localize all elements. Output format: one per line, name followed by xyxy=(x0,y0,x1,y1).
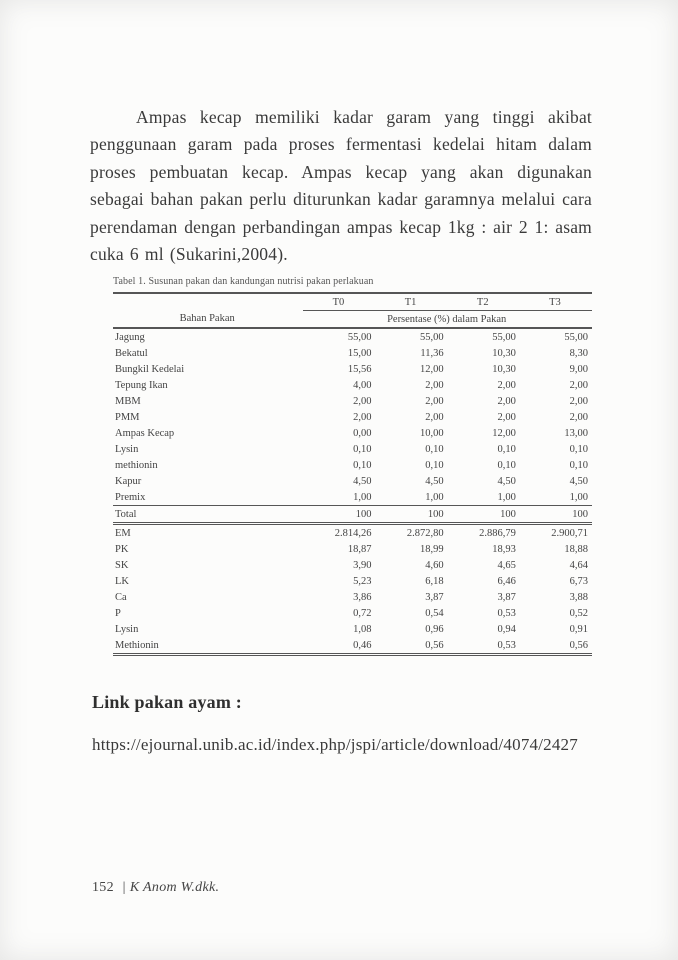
table-row xyxy=(113,489,592,506)
row-value: 2,00 xyxy=(569,379,588,391)
row-value: 15,00 xyxy=(347,347,372,359)
row-value: 0,10 xyxy=(497,443,516,455)
table-caption: Tabel 1. Susunan pakan dan kandungan nutrisi pakan perlakuan xyxy=(113,276,374,287)
row-value: 13,00 xyxy=(564,427,588,439)
row-value: 100 xyxy=(303,506,375,524)
row-value: 4,00 xyxy=(353,379,372,391)
row-value: 9,00 xyxy=(569,363,588,375)
column-header-t2: T2 xyxy=(448,293,520,311)
row-value: 2,00 xyxy=(497,411,516,423)
row-value: 3,87 xyxy=(497,591,516,603)
row-value: 6,46 xyxy=(497,575,516,587)
table-row xyxy=(113,524,592,542)
row-value: 1,00 xyxy=(497,491,516,503)
row-value: 10,00 xyxy=(420,427,444,439)
row-value: 4,64 xyxy=(569,559,588,571)
table-row xyxy=(113,457,592,473)
row-value: 3,90 xyxy=(353,559,372,571)
row-value: 3,86 xyxy=(353,591,372,603)
row-label: MBM xyxy=(115,395,141,407)
row-value: 6,73 xyxy=(569,575,588,587)
row-label: Lysin xyxy=(115,443,139,455)
row-value: 2,00 xyxy=(425,411,444,423)
row-value: 0,10 xyxy=(353,443,372,455)
row-value: 0,10 xyxy=(569,443,588,455)
row-label: Ampas Kecap xyxy=(115,427,175,439)
row-value: 0,56 xyxy=(569,639,588,651)
table-row xyxy=(113,473,592,489)
row-value: 4,50 xyxy=(497,475,516,487)
row-label: Premix xyxy=(115,491,146,503)
row-value: 10,30 xyxy=(492,347,516,359)
column-header-t1: T1 xyxy=(376,293,448,311)
row-value: 0,53 xyxy=(497,639,516,651)
row-value: 18,93 xyxy=(492,543,516,555)
table-row xyxy=(113,621,592,637)
table-row xyxy=(113,328,592,345)
row-value: 2.886,79 xyxy=(479,527,516,539)
table-row xyxy=(113,589,592,605)
row-label: Total xyxy=(113,506,303,524)
table-row xyxy=(113,377,592,393)
row-value: 0,72 xyxy=(353,607,372,619)
row-value: 1,00 xyxy=(353,491,372,503)
footer-author: | K Anom W.dkk. xyxy=(121,880,220,895)
link-section-label: Link pakan ayam : xyxy=(92,692,242,712)
row-label: Tepung Ikan xyxy=(115,379,168,391)
row-value: 2,00 xyxy=(569,411,588,423)
table-row xyxy=(113,506,592,524)
empty-header-cell xyxy=(113,293,303,311)
row-value: 55,00 xyxy=(492,331,516,343)
row-value: 18,99 xyxy=(420,543,444,555)
row-value: 2.814,26 xyxy=(334,527,372,539)
row-value: 2,00 xyxy=(425,379,444,391)
row-value: 18,88 xyxy=(564,543,588,555)
row-value: 12,00 xyxy=(492,427,516,439)
row-value: 100 xyxy=(520,506,592,524)
row-value: 3,87 xyxy=(425,591,444,603)
row-label: PMM xyxy=(115,411,140,423)
feed-composition-table xyxy=(113,292,592,656)
row-value: 0,56 xyxy=(425,639,444,651)
page-footer xyxy=(92,880,219,896)
table-row xyxy=(113,409,592,425)
row-label: methionin xyxy=(115,459,158,471)
row-value: 6,18 xyxy=(425,575,444,587)
row-value: 55,00 xyxy=(347,331,372,343)
row-value: 2.872,80 xyxy=(406,527,444,539)
page-number: 152 xyxy=(92,880,114,895)
row-value: 0,54 xyxy=(425,607,444,619)
row-value: 3,88 xyxy=(569,591,588,603)
table-row xyxy=(113,557,592,573)
total-row-section xyxy=(113,506,592,524)
row-label: PK xyxy=(115,543,129,555)
row-label: Ca xyxy=(115,591,127,603)
table-row xyxy=(113,425,592,441)
row-value: 2,00 xyxy=(353,395,372,407)
row-label: Lysin xyxy=(115,623,139,635)
row-value: 100 xyxy=(448,506,520,524)
row-value: 12,00 xyxy=(420,363,444,375)
row-value: 4,60 xyxy=(425,559,444,571)
nutrient-rows-section xyxy=(113,524,592,655)
row-label: Bekatul xyxy=(115,347,148,359)
row-value: 0,53 xyxy=(497,607,516,619)
column-header-t0: T0 xyxy=(303,293,375,311)
row-value: 4,50 xyxy=(425,475,444,487)
table-row xyxy=(113,361,592,377)
row-label: P xyxy=(115,607,121,619)
row-value: 0,52 xyxy=(569,607,588,619)
row-value: 0,96 xyxy=(425,623,444,635)
row-value: 0,46 xyxy=(353,639,372,651)
row-value: 0,10 xyxy=(425,443,444,455)
row-value: 0,94 xyxy=(497,623,516,635)
row-value: 2.900,71 xyxy=(551,527,588,539)
table-row xyxy=(113,637,592,655)
table-row xyxy=(113,393,592,409)
row-value: 1,08 xyxy=(353,623,372,635)
row-value: 2,00 xyxy=(497,379,516,391)
body-paragraph: Ampas kecap memiliki kadar garam yang tinggi akibat penggunaan garam pada proses fermentasi kedelai hitam dalam proses pembuatan kecap. Ampas kecap yang akan digunakan sebagai bahan pakan perlu diturunkan kadar garamnya melalui cara perendaman dengan perbandingan ampas kecap 1kg : air 2 1: asam cuka 6 ml (Sukarini,2004). xyxy=(90,106,592,264)
row-value: 2,00 xyxy=(569,395,588,407)
row-label: Jagung xyxy=(115,331,145,343)
row-value: 0,10 xyxy=(425,459,444,471)
row-label: SK xyxy=(115,559,129,571)
row-value: 1,00 xyxy=(569,491,588,503)
row-value: 55,00 xyxy=(420,331,444,343)
row-value: 0,91 xyxy=(569,623,588,635)
row-value: 0,00 xyxy=(353,427,372,439)
row-value: 100 xyxy=(376,506,448,524)
treatment-header-row xyxy=(113,293,592,311)
row-value: 15,56 xyxy=(347,363,372,375)
column-header-t3: T3 xyxy=(520,293,592,311)
table-row xyxy=(113,441,592,457)
row-value: 11,36 xyxy=(420,347,444,359)
row-value: 18,87 xyxy=(347,543,372,555)
row-value: 4,50 xyxy=(569,475,588,487)
row-value: 10,30 xyxy=(492,363,516,375)
table-row xyxy=(113,605,592,621)
row-value: 2,00 xyxy=(353,411,372,423)
row-value: 2,00 xyxy=(497,395,516,407)
row-value: 2,00 xyxy=(425,395,444,407)
row-label: Kapur xyxy=(115,475,142,487)
table-row xyxy=(113,541,592,557)
row-value: 55,00 xyxy=(564,331,588,343)
table-row xyxy=(113,345,592,361)
ingredient-rows-section xyxy=(113,328,592,506)
subheader-row xyxy=(113,311,592,329)
row-value: 1,00 xyxy=(425,491,444,503)
row-value: 0,10 xyxy=(353,459,372,471)
row-label: EM xyxy=(115,527,131,539)
row-value: 8,30 xyxy=(569,347,588,359)
row-value: 0,10 xyxy=(569,459,588,471)
row-header-label: Bahan Pakan xyxy=(113,311,303,329)
article-url-text: https://ejournal.unib.ac.id/index.php/jspi/article/download/4074/2427 xyxy=(92,735,578,754)
row-value: 0,10 xyxy=(497,459,516,471)
feed-table-container xyxy=(113,292,592,656)
row-label: LK xyxy=(115,575,129,587)
row-label: Methionin xyxy=(115,639,159,651)
row-label: Bungkil Kedelai xyxy=(115,363,185,375)
row-value: 4,50 xyxy=(353,475,372,487)
value-header-label: Persentase (%) dalam Pakan xyxy=(303,311,592,329)
row-value: 4,65 xyxy=(497,559,516,571)
row-value: 5,23 xyxy=(353,575,372,587)
table-row xyxy=(113,573,592,589)
